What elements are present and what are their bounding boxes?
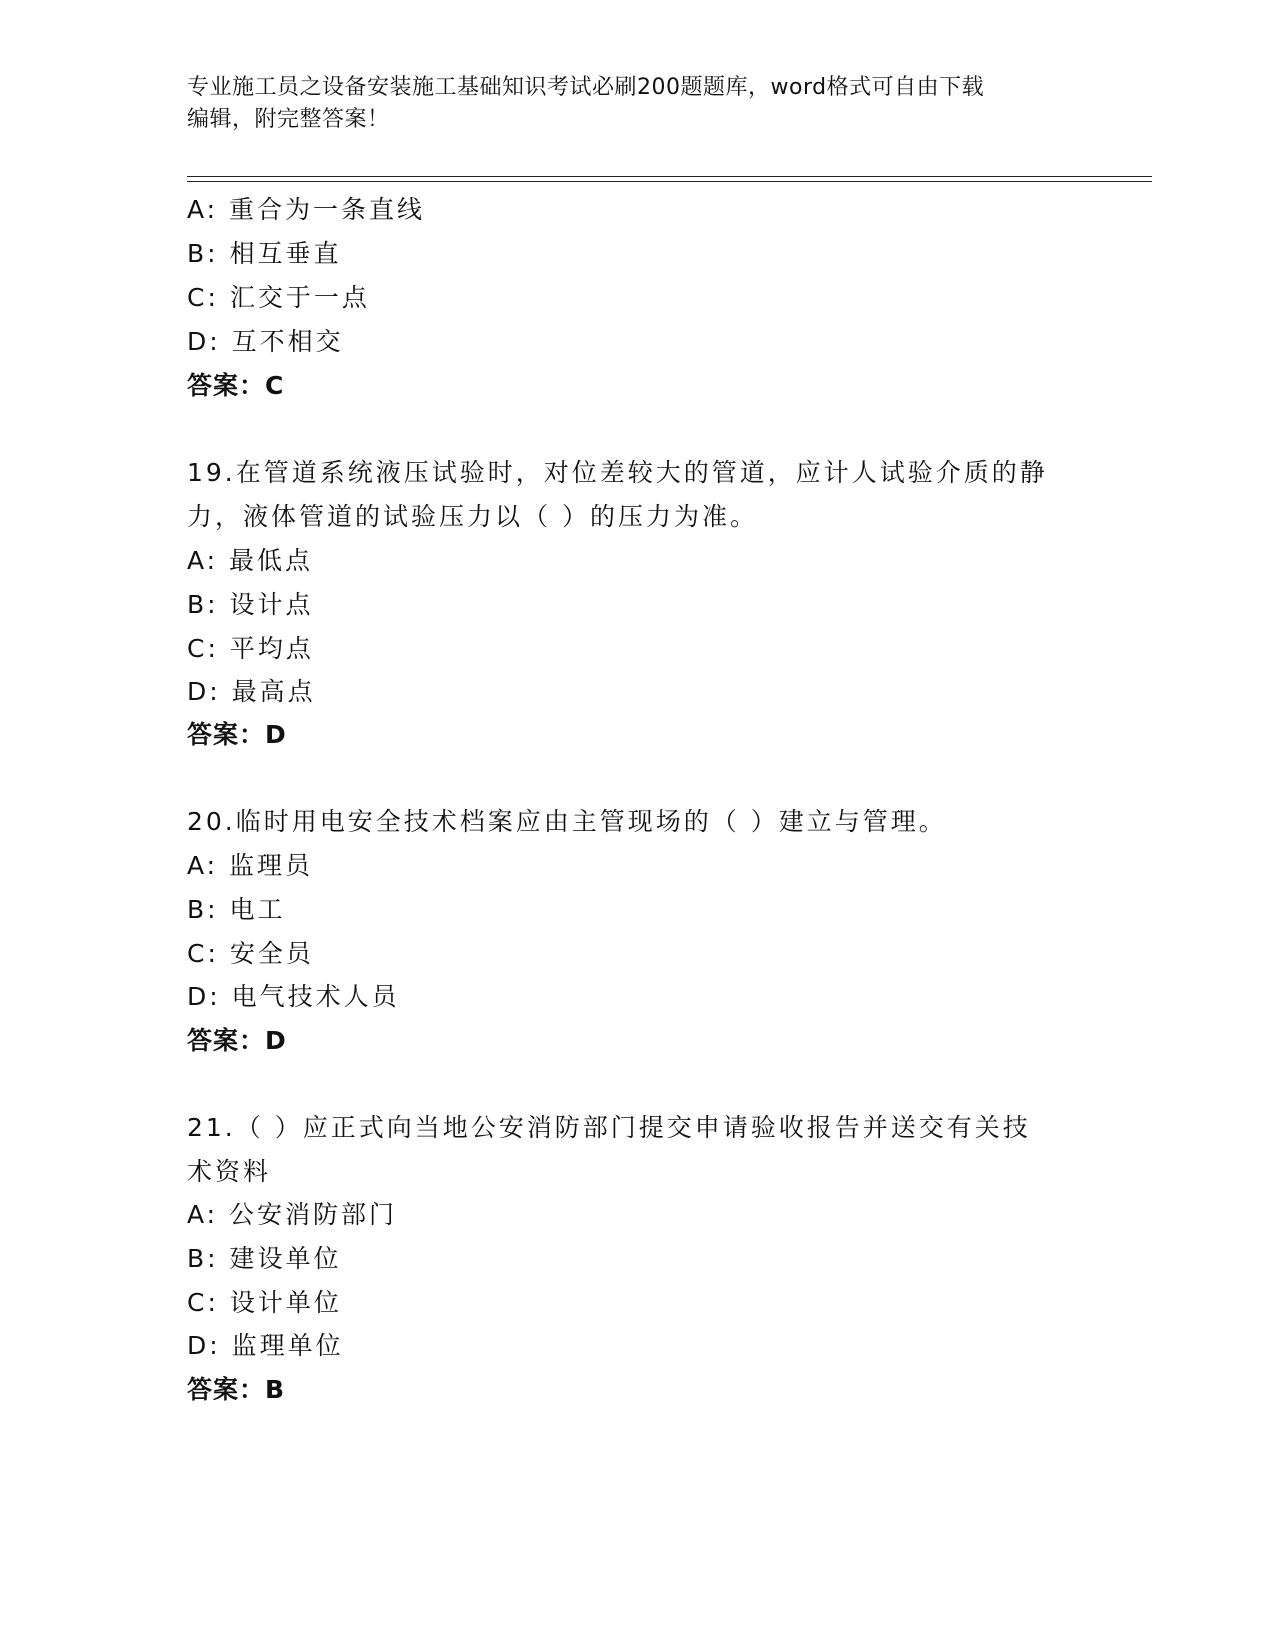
header-divider-bottom — [187, 181, 1152, 182]
q20-option-c: C: 安全员 — [187, 939, 314, 968]
q21-stem-line-1: 21.（ ）应正式向当地公安消防部门提交申请验收报告并送交有关技 — [187, 1113, 1031, 1142]
q18-option-d: D: 互不相交 — [187, 327, 344, 356]
q20-option-b: B: 电工 — [187, 895, 286, 924]
q19-stem-line-1: 19.在管道系统液压试验时，对位差较大的管道，应计人试验介质的静 — [187, 458, 1048, 487]
q21-answer: 答案：B — [187, 1375, 286, 1404]
header-line-2: 编辑，附完整答案！ — [187, 107, 390, 132]
q21-option-b: B: 建设单位 — [187, 1244, 342, 1273]
q19-option-d: D: 最高点 — [187, 677, 316, 706]
q19-option-a: A: 最低点 — [187, 546, 314, 575]
header-divider-top — [187, 176, 1152, 177]
q18-option-b: B: 相互垂直 — [187, 239, 342, 268]
q18-option-a: A: 重合为一条直线 — [187, 195, 426, 224]
q18-option-c: C: 汇交于一点 — [187, 283, 370, 312]
q18-answer: 答案：C — [187, 371, 285, 400]
q21-option-a: A: 公安消防部门 — [187, 1200, 398, 1229]
q19-stem-line-2: 力，液体管道的试验压力以（ ）的压力为准。 — [187, 502, 758, 531]
header-line-1: 专业施工员之设备安装施工基础知识考试必刷200题题库，word格式可自由下载 — [187, 75, 985, 100]
q21-stem-line-2: 术资料 — [187, 1157, 272, 1186]
q20-answer: 答案：D — [187, 1026, 287, 1055]
q19-option-c: C: 平均点 — [187, 634, 314, 663]
q21-option-c: C: 设计单位 — [187, 1288, 342, 1317]
document-header — [187, 72, 1067, 136]
q19-answer: 答案：D — [187, 720, 287, 749]
q21-option-d: D: 监理单位 — [187, 1331, 344, 1360]
q20-option-d: D: 电气技术人员 — [187, 982, 400, 1011]
q19-option-b: B: 设计点 — [187, 590, 314, 619]
q20-stem-line-1: 20.临时用电安全技术档案应由主管现场的（ ）建立与管理。 — [187, 807, 947, 836]
q20-option-a: A: 监理员 — [187, 851, 314, 880]
